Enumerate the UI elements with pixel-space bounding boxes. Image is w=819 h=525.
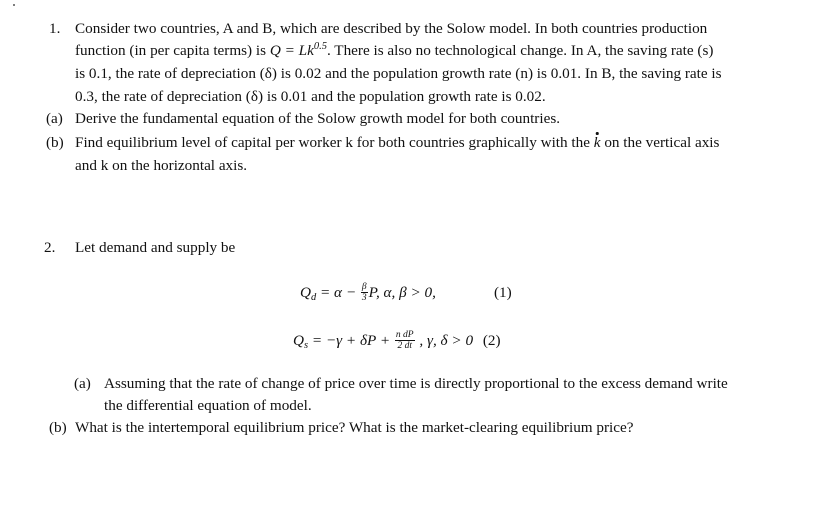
demand-equation [300, 282, 436, 304]
demand-fraction-den: 3 [361, 293, 367, 304]
supply-equation [293, 330, 501, 352]
stray-dot [13, 4, 15, 6]
question-1-line-2-pre: function (in per capita terms) is [75, 42, 270, 59]
demand-mid: = α − [316, 284, 360, 301]
question-2-part-a-line-1: Assuming that the rate of change of price over time is directly proportional to the excess demand write [104, 375, 728, 392]
question-1-line-2 [75, 40, 713, 61]
production-function-exponent: 0.5 [313, 41, 327, 52]
question-1-line-3: is 0.1, the rate of depreciation (δ) is 0.02 and the population growth rate (n) is 0.01. In B, the saving rate is [75, 65, 722, 82]
demand-equation-tag: (1) [494, 284, 512, 301]
question-1-line-2-post: . There is also no technological change. In A, the saving rate (s) [326, 42, 714, 59]
question-1-part-b-line-2: and k on the horizontal axis. [75, 157, 248, 174]
question-1-line-1: Consider two countries, A and B, which are described by the Solow model. In both countries production [75, 20, 708, 37]
supply-fraction [395, 330, 415, 351]
question-1-number: 1. [49, 20, 61, 37]
demand-lhs: Q [300, 284, 311, 301]
question-1-part-b-post: on the vertical axis [600, 134, 720, 151]
question-1-part-a-label: (a) [46, 110, 63, 127]
question-2-part-a-line-2: the differential equation of model. [104, 397, 312, 414]
question-1-part-b-pre: Find equilibrium level of capital per worker k for both countries graphically with the [75, 134, 594, 151]
supply-mid: = −γ + δP + [308, 332, 394, 349]
question-2-part-a-label: (a) [74, 375, 91, 392]
question-2-number: 2. [44, 239, 56, 256]
question-1-part-b-label: (b) [46, 134, 64, 151]
demand-subscript: d [310, 292, 317, 303]
question-2-part-b-text: What is the intertemporal equilibrium price? What is the market-clearing equilibrium price? [75, 419, 634, 436]
question-2-part-b-label: (b) [49, 419, 67, 436]
supply-subscript: s [303, 340, 309, 351]
question-1-part-b-line-1 [75, 132, 719, 153]
supply-fraction-num: n dP [395, 330, 414, 341]
k-dot-symbol: k [593, 134, 601, 151]
demand-fraction-num: β [361, 282, 367, 293]
question-2-intro: Let demand and supply be [75, 239, 236, 256]
question-1-part-a-text: Derive the fundamental equation of the Solow growth model for both countries. [75, 110, 561, 127]
question-1-line-4: 0.3, the rate of depreciation (δ) is 0.01 and the population growth rate is 0.02. [75, 88, 546, 105]
supply-equation-tag: (2) [482, 332, 501, 349]
supply-fraction-den: 2 dt [397, 341, 412, 352]
demand-fraction [361, 282, 368, 303]
supply-rest: , γ, δ > 0 [415, 332, 474, 349]
supply-lhs: Q [293, 332, 304, 349]
production-function: Q = Lk [269, 42, 314, 59]
demand-rest: P, α, β > 0, [368, 284, 436, 301]
